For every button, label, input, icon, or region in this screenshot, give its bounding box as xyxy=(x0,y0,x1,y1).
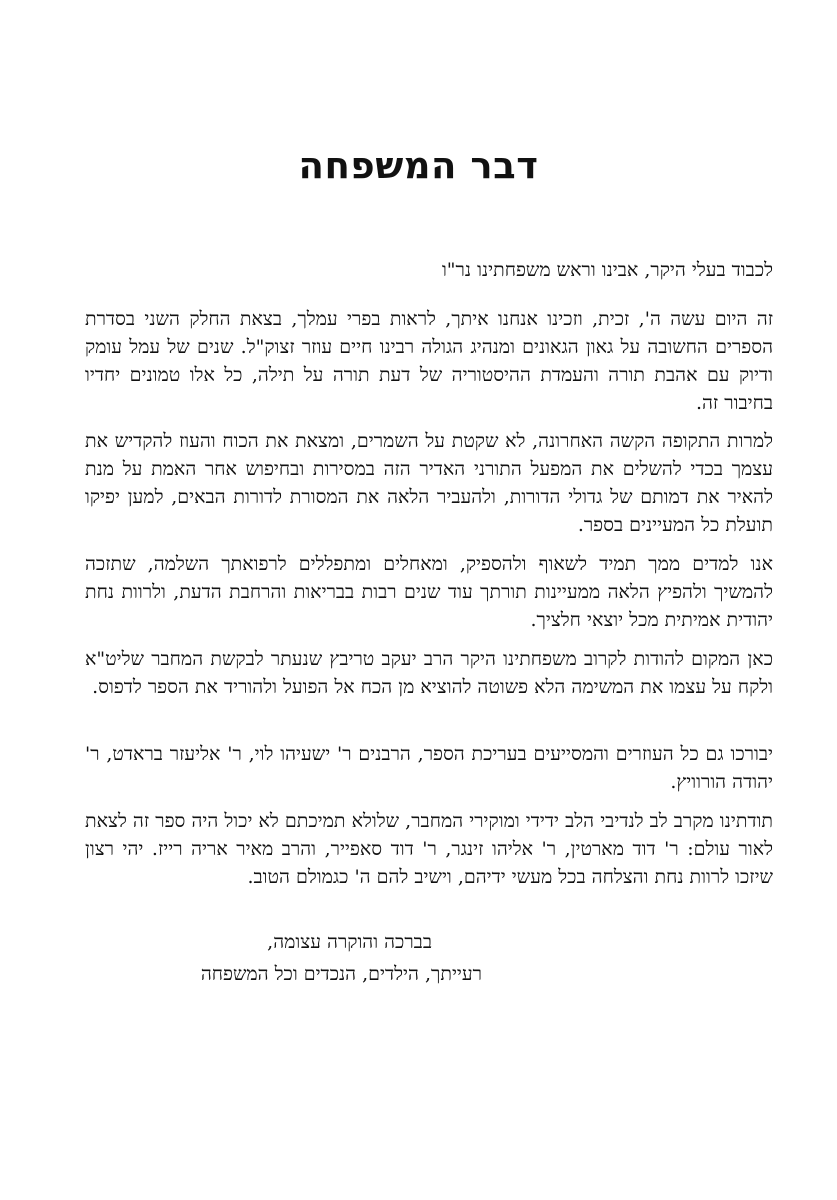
paragraph-2: למרות התקופה הקשה האחרונה, לא שקטת על השמרים, ומצאת את הכוח והעוז להקדיש את עצמך בכדי להשלים את המפעל התורני האדיר הזה במסירות ובחיפוש אחר האמת על מנת להאיר את דמותם של גדולי הדורות, ולהעביר הלאה את המסורת לדורות הבאים, למען יפיקו תועלת כל המעיינים בספר. xyxy=(85,430,773,536)
paragraph-4: כאן המקום להודות לקרוב משפחתינו היקר הרב יעקב טריבץ שנעתר לבקשת המחבר שליט"א ולקח על עצמו את המשימה הלא פשוטה להוציא מן הכח אל הפועל ולהוריד את הספר לדפוס. xyxy=(85,648,773,698)
salutation: לכבוד בעלי היקר, אבינו וראש משפחתינו נר"ו xyxy=(441,259,773,281)
closing-line: בברכה והוקרה עצומה, xyxy=(267,931,432,953)
paragraph-5: יבורכו גם כל העוזרים והמסייעים בעריכת הספר, הרבנים ר' ישעיהו לוי, ר' אליעזר בראדט, ר' יהודה הורוויץ. xyxy=(85,743,773,793)
signature-line: רעייתך, הילדים, הנכדים וכל המשפחה xyxy=(200,963,482,985)
page-title: דבר המשפחה xyxy=(298,144,539,187)
paragraph-1: זה היום עשה ה', זכית, וזכינו אנחנו איתך, לראות בפרי עמלך, בצאת החלק השני בסדרת הספרים החשובה על גאון הגאונים ומנהיג הגולה רבינו חיים עוזר זצוק"ל. שנים של עמל עומק ודיוק עם אהבת תורה והעמדת ההיסטוריה של דעת תורה על תילה, כל אלו טמונים יחדיו בחיבור זה. xyxy=(85,308,773,414)
paragraph-6: תודתינו מקרב לב לנדיבי הלב ידידי ומוקירי המחבר, שלולא תמיכתם לא יכול היה ספר זה לצאת לאור עולם: ר' דוד מארטין, ר' אליהו זינגר, ר' דוד סאפייר, והרב מאיר אריה רייז. יהי רצון שיזכו לרוות נחת והצלחה בכל מעשי ידיהם, וישיב להם ה' כגמולם הטוב. xyxy=(85,810,773,888)
paragraph-3: אנו למדים ממך תמיד לשאוף ולהספיק, ומאחלים ומתפללים לרפואתך השלמה, שתזכה להמשיך ולהפיץ הלאה ממעיינות תורתך עוד שנים רבות בבריאות והרחבת הדעת, ולרוות נחת יהודית אמיתית מכל יוצאי חלציך. xyxy=(85,553,773,631)
